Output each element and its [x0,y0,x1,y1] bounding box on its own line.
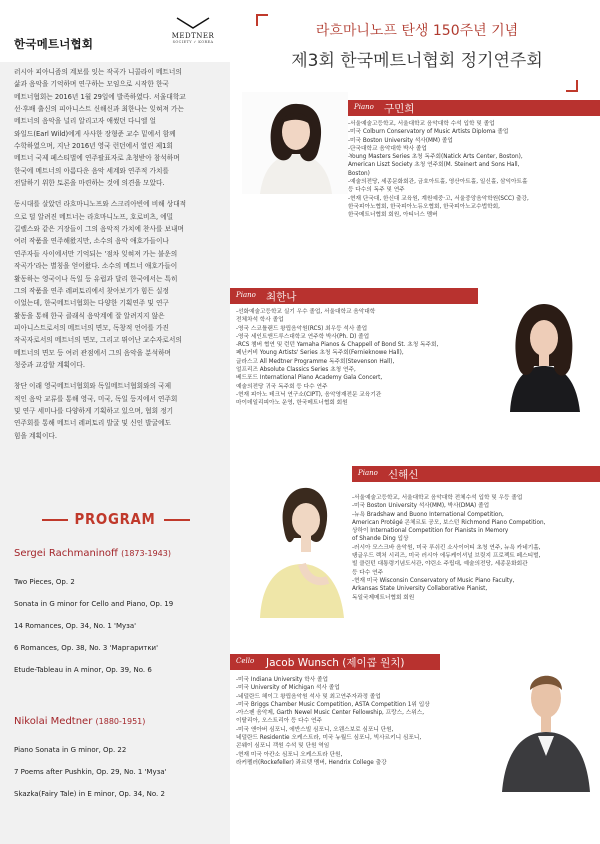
intro-line: 활동하는 영국이나 독일 등 유럽과 달리 한국에서는 특히 [14,274,178,283]
title-corner-bottom-right [566,80,578,92]
bio-line: 예술의전당 귀국 독주회 등 다수 연주 [236,383,328,390]
intro-paragraph [14,198,218,371]
intro-line: 길렐스와 같은 거장들이 그의 음악적 가치에 찬사를 보내며 [14,225,184,234]
bio-line: -선화예술고등학교 실기 우수 졸업, 서울대학교 음악대학 [236,309,376,315]
heading-rule-right [164,519,190,521]
intro-line: 메트너의 음악을 널리 알리고자 애썼던 다니엘 얼 [14,117,156,126]
composer-heading [14,716,145,727]
intro-line: 러시아 피아니즘의 계보를 잇는 작곡가 니콜라이 메트너의 [14,68,182,76]
intro-line: 메트너협회는 2016년 1월 29일에 발족하였다. 서울대학교 [14,92,186,101]
program-work: Two Pieces, Op. 2 [14,578,75,586]
performer-photo-choi [488,282,598,412]
performer-role: Piano [354,103,374,111]
performer-namebar [352,466,600,482]
program-title: PROGRAM [74,510,156,528]
performer-role: Piano [358,469,378,477]
bio-line: 등 다수의 독주 및 연주 [348,187,405,194]
bio-line: American Protégé 콘체르토 공모, 보스턴 Richmond Piano Competition, [352,519,546,526]
intro-line: 창단 이래 영국메트너협회와 독일메트너협회와의 국제 [14,382,172,391]
bio-line: 얼프리즈 Absolute Classics Series 초청 연주, [236,367,356,374]
bio-line: -뉴욕 Bradshaw and Buono International Competition, [352,511,504,518]
bio-line: 한국피아노협회, 한국피아노듀오협회, 한국피아노교수법학회, [348,203,500,210]
bio-line: -현재 미국 Wisconsin Conservatory of Music Piano Faculty, [352,577,515,584]
performer-role: Cello [236,657,255,665]
intro-line: 으로 덜 알려진 메트너는 라흐마니노프, 호로비츠, 에밀 [14,212,174,221]
bio-line: -미국 Boston University 석사(MM) 졸업 [348,137,453,144]
performer-bio [236,676,430,767]
bio-line: -네덜란드 헤이그 왕립음악원 석사 및 최고연주자과정 졸업 [236,693,381,700]
performer-photo-shin [240,468,360,618]
bio-line: 전체차석 학사 졸업 [236,317,284,324]
society-introduction [14,66,218,451]
performer-name: 최한나 [266,291,297,303]
bio-line: -Young Masters Series 초청 독주회(Natick Arts Center, Boston), [348,154,523,161]
intro-line: 작곡가'라는 별칭을 얻어왔다. 소수의 메트너 애호가들이 [14,262,178,271]
performer-namebar [230,288,478,304]
intro-line: 여러 작품을 연주해왔지만, 소수의 음악 애호가들이나 [14,237,169,246]
bio-line: -예술의전당, 세종문화회관, 금호아트홀, 영산아트홀, 일신홀, 삼익아트홀 [348,179,528,186]
right-column [230,0,600,844]
intro-line: 수학하였으며, 지난 2016년 영국 런던에서 열린 제1회 [14,142,173,151]
intro-paragraph [14,66,218,189]
composer-heading [14,548,171,559]
bio-line: of Shande Ding 입상 [352,536,409,543]
performer-bio [348,120,529,220]
medtner-society-logo [166,16,220,56]
program-work: 7 Poems after Pushkin, Op. 29, No. 1 'Муза' [14,768,167,776]
performer-namebar [348,100,600,116]
bio-line: -현재 미국 아칸소 심포니 오케스트라 단원, [236,751,343,758]
performer-photo-koo [242,92,348,194]
left-column [0,0,230,844]
bio-line: 상하이 International Competition for Pianists in Memory [352,528,509,535]
program-work: Etude-Tableau in A minor, Op. 39, No. 6 [14,666,152,674]
bio-line: 등 다수 연주 [352,569,384,576]
intro-line: 선·후배 출신의 피아니스트 신해신과 최한나는 잊혀져 가는 [14,105,184,114]
bird-logo-icon [176,16,210,30]
intro-line: 삶과 음악을 기억하며 연구하는 모임으로 시작한 한국 [14,80,169,89]
performer-bio [236,308,438,408]
performer-name: 신해신 [388,469,419,481]
bio-line: 독일국제메트너협회 회원 [352,594,415,601]
bio-line: 콘웨이 심포니 객원 수석 및 단원 역임 [236,743,330,750]
intro-line: 연주회를 통해 메트너 레퍼토리 발굴 및 신인 발굴에도 [14,419,172,428]
bio-line: -러시아 모스크바 음악원, 미국 푸쉬킨 소사이어티 초청 연주, 뉴욕 카네기홀, [352,544,541,551]
intro-line: 와일드(Earl Wild)에게 사사한 장형준 교수 밑에서 함께 [14,129,176,138]
bio-line: -미국 Briggs Chamber Music Competition, ASTA Competition 1위 입상 [236,701,430,708]
bio-line: -RCS 챔버 협연 및 런던 Yamaha Pianos & Chappell of Bond St. 초청 독주회, [236,342,439,349]
bio-line: -미국 Colburn Conservatory of Music Artists Diploma 졸업 [348,129,509,136]
intro-line: 전달하기 위한 토론을 마련하는 것에 의견을 모았다. [14,179,165,188]
intro-line: 및 연구 세미나를 다양하게 기획하고 있으며, 협회 정기 [14,406,174,415]
bio-line: -아스펜 음악제, Garth Newel Music Center Fellowship, 프랑스, 스위스, [236,710,425,717]
logo-wordmark: MEDTNER [171,32,215,40]
intro-line: 작곡자로서의 메트너의 면모, 그리고 뛰어난 교수자로서의 [14,336,182,345]
program-work: Skazka(Fairy Tale) in E minor, Op. 34, No. 2 [14,790,165,798]
program-work: 14 Romances, Op. 34, No. 1 'Муза' [14,622,137,630]
bio-line: 빌 클린턴 대통령기념도서관, 야린소 주립대, 예술의전당, 세종문화회관 [352,561,528,568]
bio-line: -미국 Boston University 석사(MM), 박사(DMA) 졸업 [352,503,490,510]
intro-line: 동시대를 살았던 라흐마니노프와 스크리아빈에 비해 상대적 [14,200,187,209]
performer-name: Jacob Wunsch (제이콥 원치) [266,657,405,669]
bio-line: -현재 단국대, 한신대 교육원, 계원예중·고, 서울중앙음악학원(SCC) 출강, [348,195,529,202]
bio-line: 페닌커비 Young Artists' Series 초청 독주회(Fernieknowe Hall), [236,350,404,357]
bio-line: -단국대학교 음악대학 박사 졸업 [348,145,427,152]
bio-line: 글라스고 All Medtner Programme 독주회(Stevenson Hall), [236,358,395,365]
bio-line: -영국 세인트앤드루스대학교 연주학 박사(Ph. D) 졸업 [236,333,370,340]
performer-role: Piano [236,291,256,299]
intro-line: 이었는데, 한국메트너협회는 다양한 기획연주 및 연구 [14,299,169,308]
intro-line: 연주자들 사이에서만 기억되는 '점차 잊혀져 가는 불운의 [14,249,178,258]
bio-line: 라커펠러(Rockefeller) 콰르텟 멤버, Hendrix College 출강 [236,759,387,766]
intro-line: 힘을 계획이다. [14,431,58,440]
concert-subtitle: 라흐마니노프 탄생 150주년 기념 [315,23,519,39]
intro-line: 한국에 메트너의 아름다운 음악 세계와 연주적 가치를 [14,166,169,175]
intro-line: 활동을 통해 한국 클래식 음악계에 잘 알려지지 않은 [14,311,165,320]
composer-name: Nikolai Medtner [14,716,93,727]
intro-line: 메트너 국제 페스티벌에 연주팔표자로 초청받아 참석하며 [14,154,180,163]
program-work: Piano Sonata in G minor, Op. 22 [14,746,127,754]
intro-line: 메트너의 면모 등 여러 관점에서 그의 음악을 분석하며 [14,348,172,357]
bio-line: 베드포드 International Piano Academy Gala Concert, [236,375,383,382]
intro-line: 청중과 교감할 계획이다. [14,360,85,369]
heading-rule-left [42,519,68,521]
composer-years: (1880-1951) [95,717,146,726]
bio-line: Arkansas State University Collaborative Pianist, [352,586,488,593]
bio-line: -미국 앤아버 심포니, 에반스빌 심포니, 오웬스보로 심포니 단원, [236,726,394,733]
performer-namebar [230,654,440,670]
bio-line: 이탈리아, 오스트리아 등 다수 연주 [236,718,322,725]
bio-line: 네덜란드 Residentie 오케스트라, 미국 뉴월드 심포니, 빅사르키니 심포니, [236,735,422,742]
bio-line: 한국메트너협회 회원, 아티너스 멤버 [348,212,438,219]
program-work: 6 Romances, Op. 38, No. 3 'Маргаритки' [14,644,159,652]
bio-line: -영국 스코틀랜드 왕립음악원(RCS) 최우등 석사 졸업 [236,325,368,332]
bio-line: Boston) [348,170,370,177]
performer-bio [352,494,545,602]
intro-line: 그의 작품을 연주 레퍼토리에서 찾아보기가 힘든 실정 [14,286,169,295]
intro-line: 피아니스트로서의 메트너의 면모, 독창적 언어를 가진 [14,323,169,332]
left-header [0,0,230,62]
bio-line: 마이데일리피아노 운영, 한국메트너협회 회원 [236,400,348,407]
bio-line: -미국 Indiana University 학사 졸업 [236,677,328,683]
bio-line: -현재 피아노 테크닉 연구소(CIPT), 음악영재전문 교육기관 [236,391,382,398]
society-name: 한국메트너협회 [14,37,94,51]
bio-line: -미국 University of Michigan 석사 졸업 [236,685,340,692]
composer-years: (1873-1943) [121,549,171,558]
concert-title: 제3회 한국메트너협회 정기연주회 [291,51,543,71]
bio-line: -서울예술고등학교, 서울대학교 음악대학 수석 입학 및 졸업 [348,121,495,127]
bio-line: -서울예술고등학교, 서울대학교 음악대학 전체수석 입학 및 우등 졸업 [352,495,523,501]
intro-paragraph [14,380,218,442]
intro-line: 적인 음악 교류를 통해 영국, 미국, 독일 등지에서 연주회 [14,394,178,403]
performer-name: 구민희 [384,103,415,115]
logo-subtext: SOCIETY ✓ KOREA [172,40,214,44]
performer-photo-wunsch [492,640,600,792]
bio-line: American Liszt Society 초청 연주회(M. Steinert and Sons Hall, [348,162,520,169]
bio-line: 탱글우드 렉처 시리즈, 미국 러시아 에듀케이셔널 브릿지 프로젝트 페스티벌, [352,553,541,560]
composer-name: Sergei Rachmaninoff [14,548,118,559]
program-work: Sonata in G minor for Cello and Piano, Op. 19 [14,600,174,608]
program-heading [0,508,230,532]
